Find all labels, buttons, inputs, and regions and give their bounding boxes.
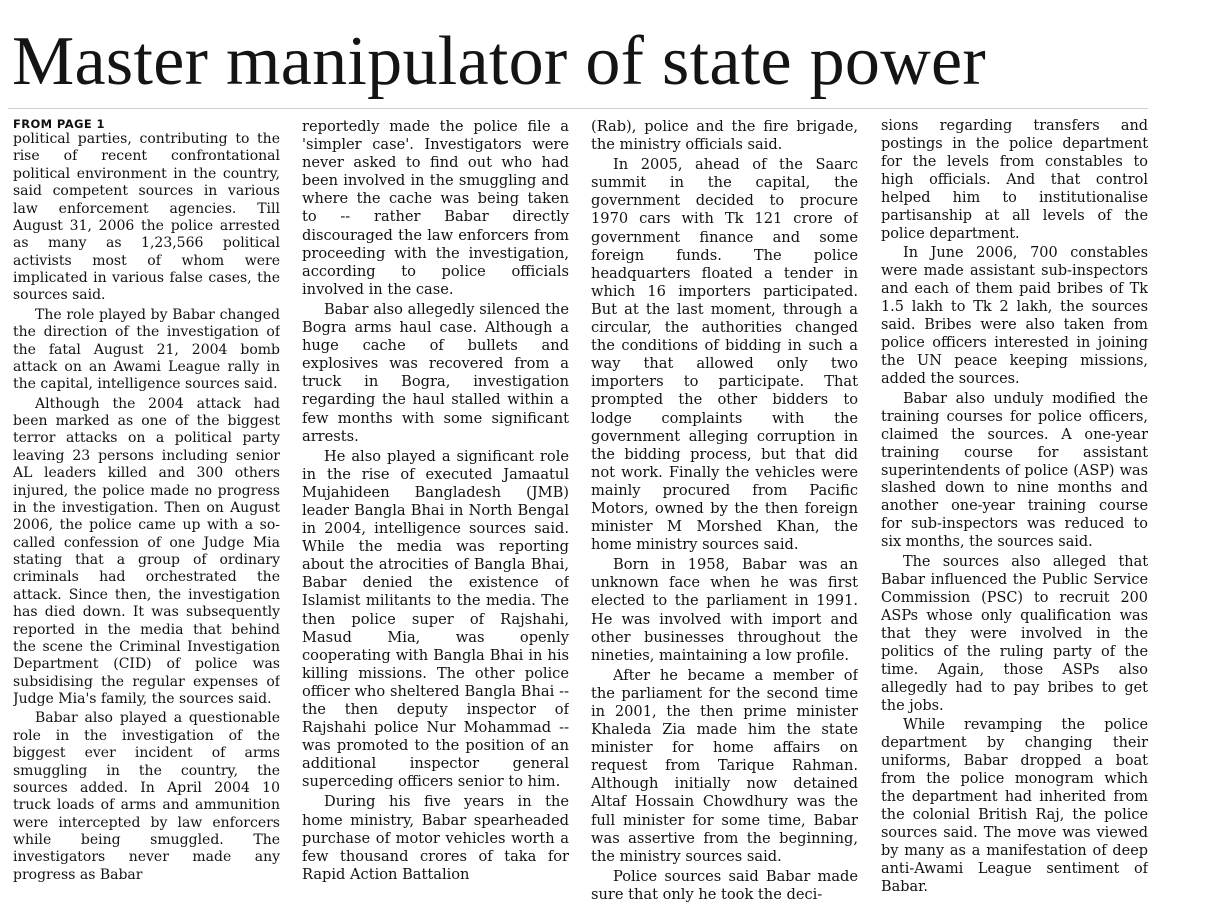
paragraph: Although the 2004 attack had been marked as one of the biggest terror attacks on a political party leaving 23 persons including senior AL leaders killed and 300 others injured, the police made no progress in the investigation. Then on August 2006, the police came up with a so-called confession of one Judge Mia stating that a group of ordinary criminals had orchestrated the attack. Since then, the investigation has died down. It was subsequently reported in the media that behind the scene the Criminal Investigation Department (CID) of police was subsidising the regular expenses of Judge Mia's family, the sources said. <box>13 395 280 707</box>
paragraph: During his five years in the home ministry, Babar spearheaded purchase of motor vehicles worth a few thousand crores of taka for Rapid Action Battalion <box>302 793 569 883</box>
paragraph: reportedly made the police file a 'simpler case'. Investigators were never asked to find out who had been involved in the smuggling and where the cache was being taken to -- rather Babar directly discouraged the law enforcers from proceeding with the investigation, according to police officials involved in the case. <box>302 118 569 298</box>
article-column-3 <box>591 118 858 908</box>
paragraph: He also played a significant role in the rise of executed Jamaatul Mujahideen Bangladesh (JMB) leader Bangla Bhai in North Bengal in 2004, intelligence sources said. While the media was reporting about the atrocities of Bangla Bhai, Babar denied the existence of Islamist militants to the media. The then police super of Rajshahi, Masud Mia, was openly cooperating with Bangla Bhai in his killing missions. The other police officer who sheltered Bangla Bhai -- the then deputy inspector of Rajshahi police Nur Mohammad -- was promoted to the position of an additional inspector general superceding officers senior to him. <box>302 447 569 791</box>
paragraph: The role played by Babar changed the direction of the investigation of the fatal August 21, 2004 bomb attack on an Awami League rally in the capital, intelligence sources said. <box>13 306 280 393</box>
paragraph: Babar also unduly modified the training courses for police officers, claimed the sources. A one-year training course for assistant superintendents of police (ASP) was slashed down to nine months and another one-year training course for sub-inspectors was reduced to six months, the sources said. <box>881 390 1148 551</box>
paragraph: Born in 1958, Babar was an unknown face when he was first elected to the parliament in 1991. He was involved with import and other businesses throughout the nineties, maintaining a low profile. <box>591 556 858 664</box>
paragraph: The sources also alleged that Babar influenced the Public Service Commission (PSC) to recruit 200 ASPs whose only qualification was that they were involved in the politics of the ruling party of the time. Again, those ASPs also allegedly had to pay bribes to get the jobs. <box>881 554 1148 714</box>
paragraph: In 2005, ahead of the Saarc summit in the capital, the government decided to procure 1970 cars with Tk 121 crore of government finance and some foreign funds. The police headquarters floated a tender in which 16 importers participated. But at the last moment, through a circular, the authorities changed the conditions of bidding in such a way that allowed only two importers to participate. That prompted the other bidders to lodge complaints with the government alleging corruption in the bidding process, but that did not work. Finally the vehicles were mainly procured from Pacific Motors, owned by the then foreign minister M Morshed Khan, the home ministry sources said. <box>591 156 858 554</box>
article-column-1 <box>13 118 280 908</box>
paragraph: In June 2006, 700 constables were made assistant sub-inspectors and each of them paid bribes of Tk 1.5 lakh to Tk 2 lakh, the sources said. Bribes were also taken from police officers interested in joining the UN peace keeping missions, added the sources. <box>881 245 1148 387</box>
paragraph: After he became a member of the parliament for the second time in 2001, the then prime minister Khaleda Zia made him the state minister for home affairs on request from Tarique Rahman. Although initially now detained Altaf Hossain Chowdhury was the full minister for some time, Babar was assertive from the beginning, the ministry sources said. <box>591 666 858 865</box>
headline-rule <box>8 108 1148 109</box>
paragraph: sions regarding transfers and postings in the police department for the levels from constables to high officials. And that control helped him to institutionalise partisanship at all levels of the police department. <box>881 118 1148 242</box>
paragraph: Babar also allegedly silenced the Bogra arms haul case. Although a huge cache of bullets and explosives was recovered from a truck in Bogra, investigation regarding the haul stalled within a few months with some significant arrests. <box>302 300 569 445</box>
from-page-label: FROM PAGE 1 <box>13 118 105 131</box>
paragraph: Babar also played a questionable role in the investigation of the biggest ever incident of arms smuggling in the country, the sources added. In April 2004 10 truck loads of arms and ammunition were intercepted by law enforcers while being smuggled. The investigators never made any progress as Babar <box>13 710 280 883</box>
paragraph: While revamping the police department by changing their uniforms, Babar dropped a boat from the police monogram which the department had inherited from the colonial British Raj, the police sources said. The move was viewed by many as a manifestation of deep anti-Awami League sentiment of Babar. <box>881 717 1148 895</box>
paragraph: Police sources said Babar made sure that only he took the deci- <box>591 867 858 903</box>
headline: Master manipulator of state power <box>12 23 987 100</box>
article-column-2 <box>302 118 569 908</box>
paragraph: (Rab), police and the fire brigade, the ministry officials said. <box>591 118 858 154</box>
paragraph: political parties, contributing to the rise of recent confrontational political environment in the country, said competent sources in various law enforcement agencies. Till August 31, 2006 the police arrested as many as 1,23,566 political activists most of whom were implicated in various false cases, the sources said. <box>13 131 280 304</box>
article-column-4 <box>881 118 1148 908</box>
